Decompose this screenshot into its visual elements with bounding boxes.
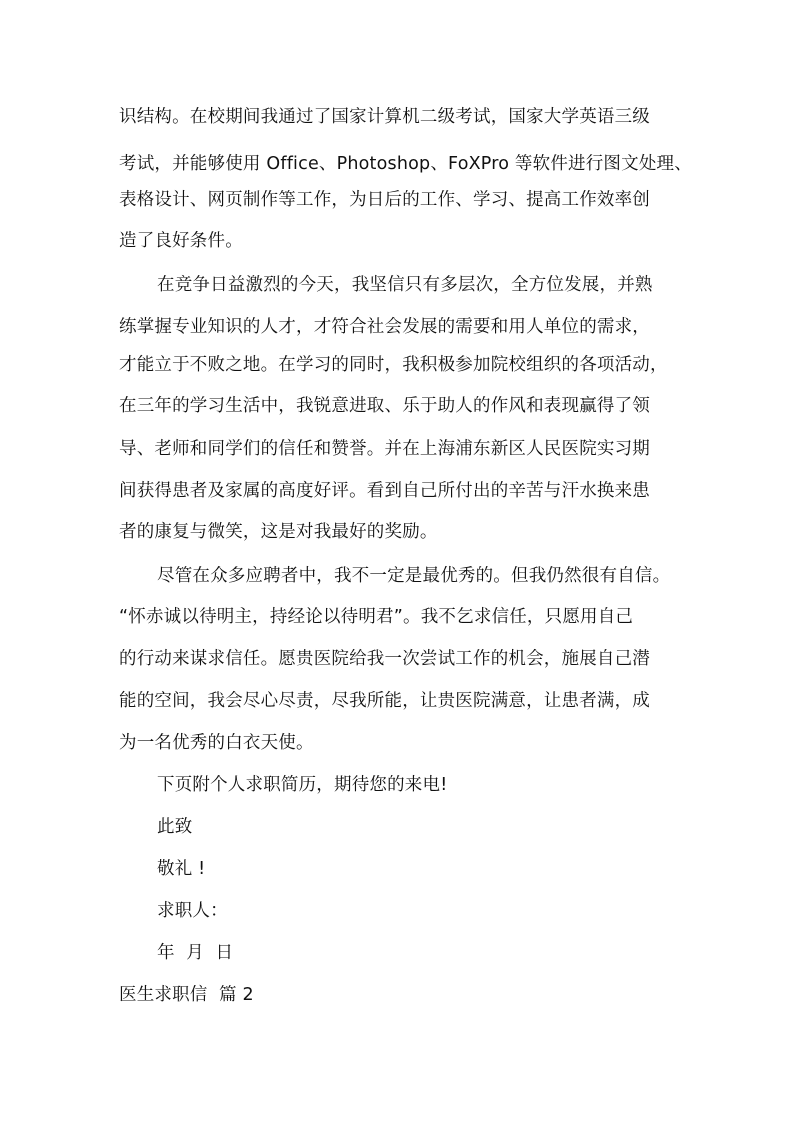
paragraph-3-line-2: “怀赤诚以待明主，持经论以待明君”。我不乞求信任，只愿用自己 (119, 607, 634, 627)
paragraph-3-line-5: 为一名优秀的白衣天使。 (119, 733, 314, 753)
paragraph-2-line-1: 在竞争日益激烈的今天，我坚信只有多层次，全方位发展，并熟 (157, 275, 653, 295)
paragraph-2-line-7: 者的康复与微笑，这是对我最好的奖励。 (119, 522, 438, 542)
paragraph-3-line-3: 的行动来谋求信任。愿贵医院给我一次尝试工作的机会，施展自己潜 (119, 649, 650, 669)
salutation-1: 此致 (157, 817, 193, 837)
applicant-label: 求职人： (157, 901, 228, 921)
paragraph-3-line-4: 能的空间，我会尽心尽责，尽我所能，让贵医院满意，让患者满，成 (119, 691, 650, 711)
paragraph-1-line-1: 识结构。在校期间我通过了国家计算机二级考试，国家大学英语三级 (119, 107, 650, 127)
closing-note: 下页附个人求职简历，期待您的来电! (157, 775, 448, 795)
date-line: 年 月 日 (157, 943, 234, 963)
salutation-2: 敬礼 ! (157, 859, 206, 879)
paragraph-2-line-3: 才能立于不败之地。在学习的同时，我积极参加院校组织的各项活动， (119, 355, 668, 375)
paragraph-3-line-1: 尽管在众多应聘者中，我不一定是最优秀的。但我仍然很有自信。 (157, 566, 671, 586)
paragraph-1-line-4: 造了良好条件。 (119, 231, 243, 251)
paragraph-2-line-6: 间获得患者及家属的高度好评。看到自己所付出的辛苦与汗水换来患 (119, 481, 650, 501)
paragraph-1-line-2: 考试，并能够使用 Office、Photoshop、FoXPro 等软件进行图文处理、 (119, 154, 692, 174)
paragraph-2-line-4: 在三年的学习生活中，我锐意进取、乐于助人的作风和表现赢得了领 (119, 396, 650, 416)
paragraph-2-line-2: 练掌握专业知识的人才，才符合社会发展的需要和用人单位的需求， (119, 317, 650, 337)
paragraph-2-line-5: 导、老师和同学们的信任和赞誉。并在上海浦东新区人民医院实习期 (119, 439, 650, 459)
paragraph-1-line-3: 表格设计、网页制作等工作，为日后的工作、学习、提高工作效率创 (119, 190, 650, 210)
next-section-title: 医生求职信 篇 2 (119, 985, 254, 1005)
